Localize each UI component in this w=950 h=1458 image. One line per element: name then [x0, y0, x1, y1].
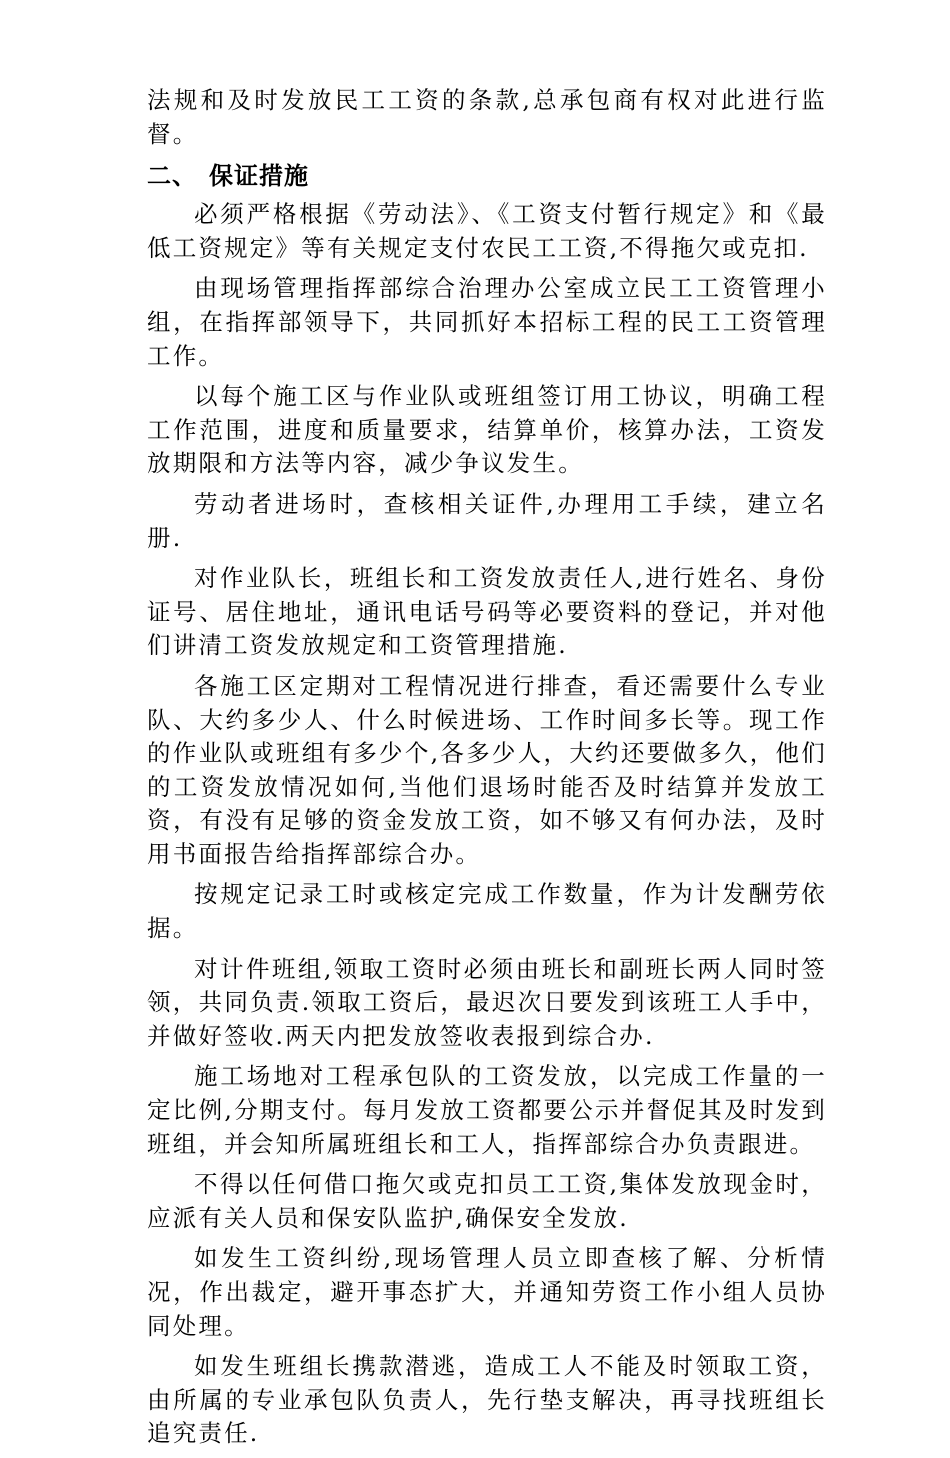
section-heading [147, 158, 827, 194]
section-title: 保证措施 [209, 162, 309, 191]
paragraph: 施工场地对工程承包队的工资发放，以完成工作量的一定比例,分期支付。每月发放工资都要公示并督促其及时发到班组，并会知所属班组长和工人，指挥部综合办负责跟进。 [147, 1062, 827, 1158]
section-number: 二、 [147, 162, 197, 191]
lead-paragraph: 法规和及时发放民工工资的条款,总承包商有权对此进行监督。 [147, 86, 827, 148]
paragraph: 不得以任何借口拖欠或克扣员工工资,集体发放现金时，应派有关人员和保安队监护,确保安全发放. [147, 1170, 827, 1232]
paragraph: 如发生工资纠纷,现场管理人员立即查核了解、分析情况，作出裁定，避开事态扩大，并通知劳资工作小组人员协同处理。 [147, 1244, 827, 1340]
paragraph: 劳动者进场时，查核相关证件,办理用工手续，建立名册. [147, 489, 827, 552]
paragraph: 以每个施工区与作业队或班组签订用工协议，明确工程工作范围，进度和质量要求，结算单价，核算办法，工资发放期限和方法等内容，减少争议发生。 [147, 382, 827, 478]
paragraph: 如发生班组长携款潜逃，造成工人不能及时领取工资，由所属的专业承包队负责人，先行垫支解决，再寻找班组长追究责任. [147, 1352, 827, 1448]
paragraph: 必须严格根据《劳动法》、《工资支付暂行规定》和《最低工资规定》等有关规定支付农民工工资,不得拖欠或克扣. [147, 200, 827, 262]
paragraph: 由现场管理指挥部综合治理办公室成立民工工资管理小组，在指挥部领导下，共同抓好本招标工程的民工工资管理工作。 [147, 274, 827, 370]
paragraph: 对作业队长，班组长和工资发放责任人,进行姓名、身份证号、居住地址，通讯电话号码等必要资料的登记，并对他们讲清工资发放规定和工资管理措施. [147, 564, 827, 660]
paragraph: 按规定记录工时或核定完成工作数量，作为计发酬劳依据。 [147, 880, 827, 943]
paragraph: 各施工区定期对工程情况进行排查，看还需要什么专业队、大约多少人、什么时候进场、工作时间多长等。现工作的作业队或班组有多少个,各多少人，大约还要做多久，他们的工资发放情况如何,当他们退场时能否及时结算并发放工资，有没有足够的资金发放工资，如不够又有何办法，及时用书面报告给指挥部综合办。 [147, 671, 827, 868]
document-body [147, 84, 827, 1458]
paragraph: 对计件班组,领取工资时必须由班长和副班长两人同时签领，共同负责.领取工资后，最迟次日要发到该班工人手中，并做好签收.两天内把发放签收表报到综合办. [147, 954, 827, 1050]
